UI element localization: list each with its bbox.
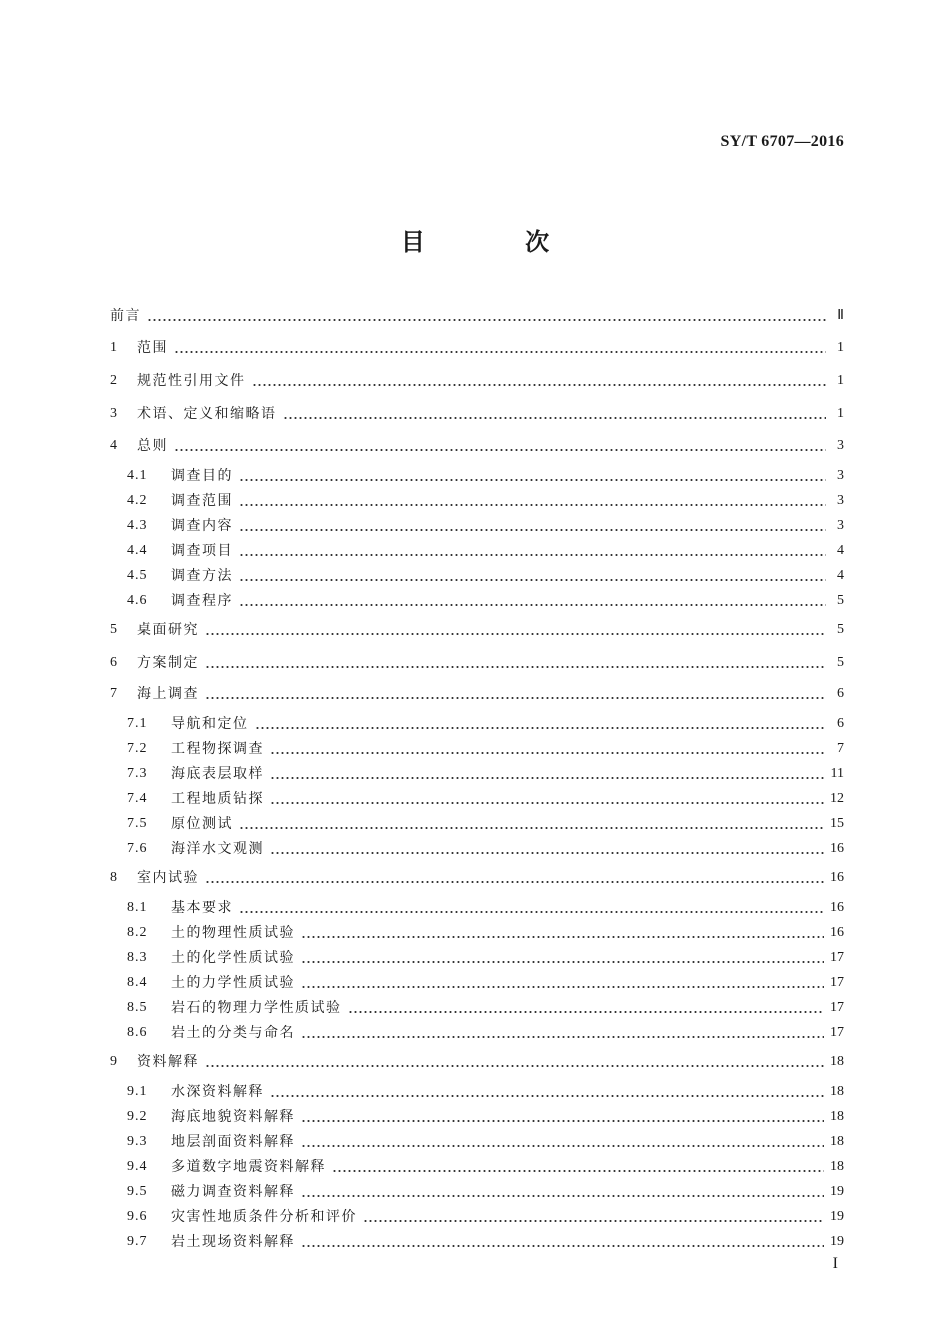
- toc-entry[interactable]: [127, 588, 844, 610]
- toc-entry[interactable]: [110, 303, 844, 325]
- toc-entry-label: 岩石的物理力学性质试验: [171, 1000, 342, 1016]
- toc-entry-page: 5: [837, 655, 844, 670]
- toc-entry-number: 7: [110, 686, 117, 701]
- toc-entry-number: 2: [110, 373, 117, 388]
- toc-entry[interactable]: [127, 761, 844, 783]
- toc-entry-label: 岩土的分类与命名: [171, 1025, 295, 1041]
- dot-leader: [239, 554, 826, 556]
- toc-entry[interactable]: [127, 836, 844, 858]
- page-title: 目 次: [400, 228, 596, 256]
- toc-entry-page: 19: [830, 1184, 844, 1199]
- toc-entry-number: 5: [110, 622, 117, 637]
- dot-leader: [301, 986, 824, 988]
- toc-entry[interactable]: [110, 617, 844, 639]
- dot-leader: [239, 529, 826, 531]
- toc-entry-label: 方案制定: [137, 655, 199, 671]
- toc-entry-number: 4.5: [127, 568, 148, 583]
- toc-entry-page: 17: [830, 975, 844, 990]
- toc-entry-label: 调查范围: [171, 493, 233, 509]
- toc-entry-page: 18: [830, 1054, 844, 1069]
- toc-entry-label: 土的物理性质试验: [171, 925, 295, 941]
- toc-entry-label: 术语、定义和缩略语: [137, 406, 277, 422]
- toc-entry-number: 4.2: [127, 493, 148, 508]
- dot-leader: [301, 1145, 824, 1147]
- dot-leader: [205, 697, 826, 699]
- dot-leader: [147, 319, 826, 321]
- toc-entry[interactable]: [127, 538, 844, 560]
- toc-entry-page: 5: [837, 622, 844, 637]
- toc-entry[interactable]: [127, 786, 844, 808]
- toc-entry-number: 9.4: [127, 1159, 148, 1174]
- toc-entry-number: 7.2: [127, 741, 148, 756]
- toc-entry-page: 17: [830, 1025, 844, 1040]
- toc-entry[interactable]: [110, 368, 844, 390]
- dot-leader: [301, 1195, 824, 1197]
- toc-entry-label: 总则: [137, 438, 168, 454]
- toc-entry-page: Ⅱ: [837, 308, 844, 323]
- toc-entry-label: 磁力调查资料解释: [171, 1184, 295, 1200]
- dot-leader: [270, 802, 824, 804]
- toc-entry[interactable]: [127, 1104, 844, 1126]
- toc-entry-page: 17: [830, 950, 844, 965]
- toc-entry[interactable]: [127, 1179, 844, 1201]
- toc-entry-number: 4.3: [127, 518, 148, 533]
- toc-entry-label: 海上调查: [137, 686, 199, 702]
- toc-entry-number: 8.5: [127, 1000, 148, 1015]
- dot-leader: [270, 752, 826, 754]
- toc-entry-label: 调查项目: [171, 543, 233, 559]
- toc-entry-number: 8.3: [127, 950, 148, 965]
- toc-entry-number: 7.3: [127, 766, 148, 781]
- toc-entry-page: 7: [837, 741, 844, 756]
- toc-entry-page: 16: [830, 900, 844, 915]
- toc-entry-label: 水深资料解释: [171, 1084, 264, 1100]
- dot-leader: [283, 417, 827, 419]
- toc-entry-number: 4: [110, 438, 117, 453]
- toc-entry-label: 调查内容: [171, 518, 233, 534]
- toc-entry[interactable]: [127, 563, 844, 585]
- dot-leader: [270, 1095, 824, 1097]
- dot-leader: [301, 1245, 824, 1247]
- toc-entry-label: 地层剖面资料解释: [171, 1134, 295, 1150]
- toc-entry-page: 12: [830, 791, 844, 806]
- toc-entry-number: 9.6: [127, 1209, 148, 1224]
- toc-entry[interactable]: [110, 335, 844, 357]
- toc-entry-number: 1: [110, 340, 117, 355]
- toc-entry[interactable]: [127, 711, 844, 733]
- toc-entry-label: 海底地貌资料解释: [171, 1109, 295, 1125]
- dot-leader: [252, 384, 827, 386]
- toc-entry-number: 8.1: [127, 900, 148, 915]
- dot-leader: [301, 961, 824, 963]
- toc-entry-label: 土的化学性质试验: [171, 950, 295, 966]
- dot-leader: [205, 881, 824, 883]
- toc-entry[interactable]: [127, 1020, 844, 1042]
- toc-entry-page: 16: [830, 925, 844, 940]
- toc-entry-number: 7.4: [127, 791, 148, 806]
- toc-entry-number: 7.6: [127, 841, 148, 856]
- toc-entry[interactable]: [127, 995, 844, 1017]
- dot-leader: [255, 727, 827, 729]
- toc-entry-page: 18: [830, 1159, 844, 1174]
- toc-entry[interactable]: [127, 970, 844, 992]
- toc-entry[interactable]: [127, 488, 844, 510]
- toc-entry[interactable]: [127, 895, 844, 917]
- toc-entry-number: 4.6: [127, 593, 148, 608]
- toc-entry-page: 17: [830, 1000, 844, 1015]
- toc-entry-page: 11: [830, 766, 844, 781]
- toc-entry[interactable]: [127, 920, 844, 942]
- toc-entry-label: 调查方法: [171, 568, 233, 584]
- toc-entry-page: 3: [837, 468, 844, 483]
- dot-leader: [174, 449, 826, 451]
- dot-leader: [239, 911, 824, 913]
- toc-entry-number: 9.2: [127, 1109, 148, 1124]
- toc-entry-page: 6: [837, 686, 844, 701]
- toc-entry-label: 海底表层取样: [171, 766, 264, 782]
- toc-entry-label: 多道数字地震资料解释: [171, 1159, 326, 1175]
- toc-entry[interactable]: [110, 650, 844, 672]
- dot-leader: [301, 1120, 824, 1122]
- dot-leader: [270, 852, 824, 854]
- toc-entry-page: 18: [830, 1134, 844, 1149]
- page-number: I: [832, 1255, 838, 1272]
- dot-leader: [205, 1065, 824, 1067]
- toc-entry-page: 1: [837, 340, 844, 355]
- dot-leader: [174, 351, 826, 353]
- toc-entry-number: 8.2: [127, 925, 148, 940]
- toc-entry-number: 9.3: [127, 1134, 148, 1149]
- toc-entry[interactable]: [127, 1129, 844, 1151]
- dot-leader: [205, 666, 826, 668]
- dot-leader: [363, 1220, 824, 1222]
- toc-entry[interactable]: [127, 1229, 844, 1251]
- dot-leader: [301, 936, 824, 938]
- toc-entry-label: 调查目的: [171, 468, 233, 484]
- toc-entry-number: 4.1: [127, 468, 148, 483]
- toc-entry-page: 1: [837, 406, 844, 421]
- toc-entry[interactable]: [127, 513, 844, 535]
- toc-entry-label: 灾害性地质条件分析和评价: [171, 1209, 357, 1225]
- toc-entry-page: 16: [830, 870, 844, 885]
- toc-entry[interactable]: [127, 736, 844, 758]
- toc-entry-page: 4: [837, 543, 844, 558]
- toc-entry[interactable]: [110, 433, 844, 455]
- toc-entry-page: 19: [830, 1234, 844, 1249]
- toc-entry[interactable]: [127, 811, 844, 833]
- toc-entry-number: 6: [110, 655, 117, 670]
- dot-leader: [348, 1011, 825, 1013]
- toc-entry[interactable]: [110, 1049, 844, 1071]
- toc-entry-page: 16: [830, 841, 844, 856]
- dot-leader: [239, 504, 826, 506]
- toc-entry-page: 3: [837, 493, 844, 508]
- dot-leader: [239, 827, 824, 829]
- toc-entry-label: 工程物探调查: [171, 741, 264, 757]
- toc-entry-number: 7.5: [127, 816, 148, 831]
- toc-entry-label: 资料解释: [137, 1054, 199, 1070]
- dot-leader: [301, 1036, 824, 1038]
- toc-entry-page: 1: [837, 373, 844, 388]
- toc-entry-number: 9.5: [127, 1184, 148, 1199]
- toc-entry-number: 8.4: [127, 975, 148, 990]
- toc-entry[interactable]: [110, 401, 844, 423]
- toc-entry-label: 规范性引用文件: [137, 373, 246, 389]
- toc-entry-page: 3: [837, 518, 844, 533]
- toc-entry-page: 19: [830, 1209, 844, 1224]
- toc-entry-label: 海洋水文观测: [171, 841, 264, 857]
- toc-entry[interactable]: [127, 1204, 844, 1226]
- toc-entry[interactable]: [110, 681, 844, 703]
- toc-entry-page: 18: [830, 1084, 844, 1099]
- toc-entry-page: 15: [830, 816, 844, 831]
- toc-entry-label: 前言: [110, 308, 141, 324]
- dot-leader: [239, 604, 826, 606]
- toc-entry-label: 土的力学性质试验: [171, 975, 295, 991]
- toc-entry[interactable]: [127, 1154, 844, 1176]
- toc-entry[interactable]: [127, 463, 844, 485]
- toc-entry-label: 调查程序: [171, 593, 233, 609]
- toc-entry-label: 基本要求: [171, 900, 233, 916]
- toc-entry-number: 8.6: [127, 1025, 148, 1040]
- toc-entry-page: 3: [837, 438, 844, 453]
- toc-entry-label: 导航和定位: [171, 716, 249, 732]
- standard-code: SY/T 6707—2016: [720, 133, 844, 150]
- toc-entry-number: 8: [110, 870, 117, 885]
- toc-entry-number: 9.7: [127, 1234, 148, 1249]
- toc-entry-label: 工程地质钻探: [171, 791, 264, 807]
- toc-entry-number: 4.4: [127, 543, 148, 558]
- toc-entry-label: 室内试验: [137, 870, 199, 886]
- toc-entry-page: 4: [837, 568, 844, 583]
- dot-leader: [270, 777, 825, 779]
- toc-entry-label: 岩土现场资料解释: [171, 1234, 295, 1250]
- toc-entry-label: 桌面研究: [137, 622, 199, 638]
- toc-entry[interactable]: [110, 865, 844, 887]
- dot-leader: [239, 579, 826, 581]
- toc-entry-page: 5: [837, 593, 844, 608]
- dot-leader: [239, 479, 826, 481]
- toc-entry[interactable]: [127, 1079, 844, 1101]
- dot-leader: [205, 633, 826, 635]
- toc-entry-label: 范围: [137, 340, 168, 356]
- toc-entry-number: 3: [110, 406, 117, 421]
- toc-entry-number: 9: [110, 1054, 117, 1069]
- toc-entry-number: 9.1: [127, 1084, 148, 1099]
- toc-entry-label: 原位测试: [171, 816, 233, 832]
- toc-entry-page: 18: [830, 1109, 844, 1124]
- toc-entry[interactable]: [127, 945, 844, 967]
- toc-entry-number: 7.1: [127, 716, 148, 731]
- dot-leader: [332, 1170, 824, 1172]
- toc-entry-page: 6: [837, 716, 844, 731]
